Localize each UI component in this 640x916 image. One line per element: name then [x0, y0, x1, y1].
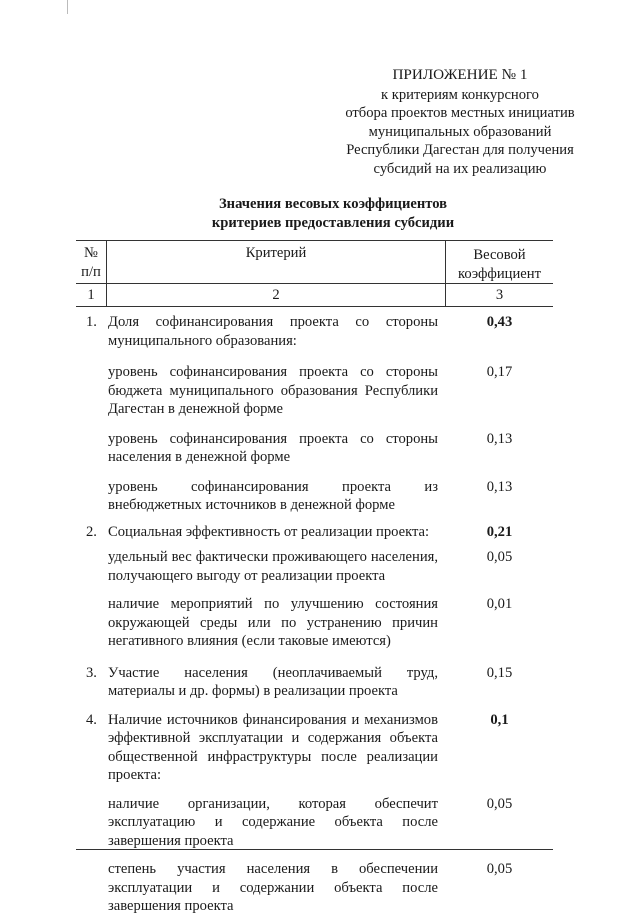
table-row	[76, 478, 553, 515]
row-criterion-text: наличие организации, которая обеспечит эксплуатацию и содержание объекта после завершения проекта	[108, 795, 438, 849]
row-criterion-text: Доля софинансирования проекта со стороны муниципального образования:	[108, 314, 438, 349]
row-weight-value: 0,17	[486, 364, 513, 380]
row-weight-value: 0,01	[486, 596, 513, 612]
column-number: 2	[107, 284, 446, 306]
row-weight-value: 0,13	[486, 430, 513, 447]
appendix-line: субсидий на их реализацию	[373, 160, 547, 177]
column-number: 3	[495, 287, 504, 303]
header-criterion: Критерий	[107, 241, 446, 283]
row-number: 3.	[86, 664, 97, 681]
table-row	[76, 595, 553, 651]
table-header-row	[76, 240, 553, 284]
row-criterion-text: удельный вес фактически проживающего населения, получающего выгоду от реализации проекта	[108, 549, 438, 584]
row-weight-value: 0,1	[490, 711, 509, 728]
row-weight-value: 0,05	[486, 549, 513, 565]
appendix-title: ПРИЛОЖЕНИЕ № 1	[392, 66, 528, 83]
row-criterion-text: уровень софинансирования проекта со стороны бюджета муниципального образования Республики Дагестан в денежной форме	[108, 364, 438, 417]
row-criterion-text: уровень софинансирования проекта из внебюджетных источников в денежной форме	[108, 478, 438, 513]
table-bottom-rule	[76, 849, 553, 850]
appendix-line: отбора проектов местных инициатив	[345, 105, 575, 122]
row-weight-value: 0,13	[486, 478, 513, 495]
header-weight	[446, 241, 553, 283]
row-weight-value: 0,21	[486, 523, 513, 540]
table-row	[76, 711, 553, 785]
header-num-line: п/п	[81, 263, 101, 280]
appendix-line: Республики Дагестан для получения	[346, 142, 574, 159]
column-number: 1	[76, 284, 107, 306]
table-row	[76, 795, 553, 851]
document-title-line: критериев предоставления субсидии	[211, 215, 455, 231]
table-row	[76, 430, 553, 467]
table-body	[76, 313, 553, 916]
appendix-line: к критериям конкурсного	[381, 86, 539, 103]
row-number: 2.	[86, 523, 97, 540]
document-title	[0, 195, 640, 233]
appendix-header	[330, 66, 590, 179]
table-row	[76, 860, 553, 916]
document-title-line: Значения весовых коэффициентов	[218, 196, 448, 212]
header-num-line: №	[84, 245, 98, 261]
row-weight-value: 0,43	[486, 314, 513, 330]
row-criterion-text: уровень софинансирования проекта со стороны населения в денежной форме	[108, 430, 438, 465]
row-criterion-text: Наличие источников финансирования и механизмов эффективной эксплуатации и содержания объекта общественной инфраструктуры после реализации проекта:	[108, 711, 438, 783]
row-weight-value: 0,05	[486, 861, 513, 877]
table-row	[76, 548, 553, 585]
row-weight-value: 0,05	[486, 795, 513, 812]
appendix-line: муниципальных образований	[368, 123, 552, 140]
row-number: 4.	[86, 711, 97, 728]
weights-table	[76, 240, 553, 916]
header-num	[76, 241, 107, 283]
row-criterion-text: Участие населения (неоплачиваемый труд, материалы и др. формы) в реализации проекта	[108, 664, 438, 699]
table-row	[76, 523, 553, 542]
row-weight-value: 0,15	[486, 664, 513, 681]
header-weight-line: коэффициент	[458, 265, 541, 282]
header-weight-line: Весовой	[473, 247, 526, 263]
row-number: 1.	[86, 314, 97, 330]
row-criterion-text: наличие мероприятий по улучшению состояния окружающей среды или по устранению причин негативного влияния (если таковые имеются)	[108, 596, 438, 649]
table-row	[76, 664, 553, 701]
row-criterion-text: Социальная эффективность от реализации проекта:	[108, 523, 430, 540]
column-numbers-row	[76, 284, 553, 307]
scan-edge-mark	[67, 0, 68, 14]
table-row	[76, 313, 553, 350]
row-criterion-text: степень участия населения в обеспечении эксплуатации и содержании объекта после завершения проекта	[108, 861, 438, 914]
table-row	[76, 363, 553, 419]
